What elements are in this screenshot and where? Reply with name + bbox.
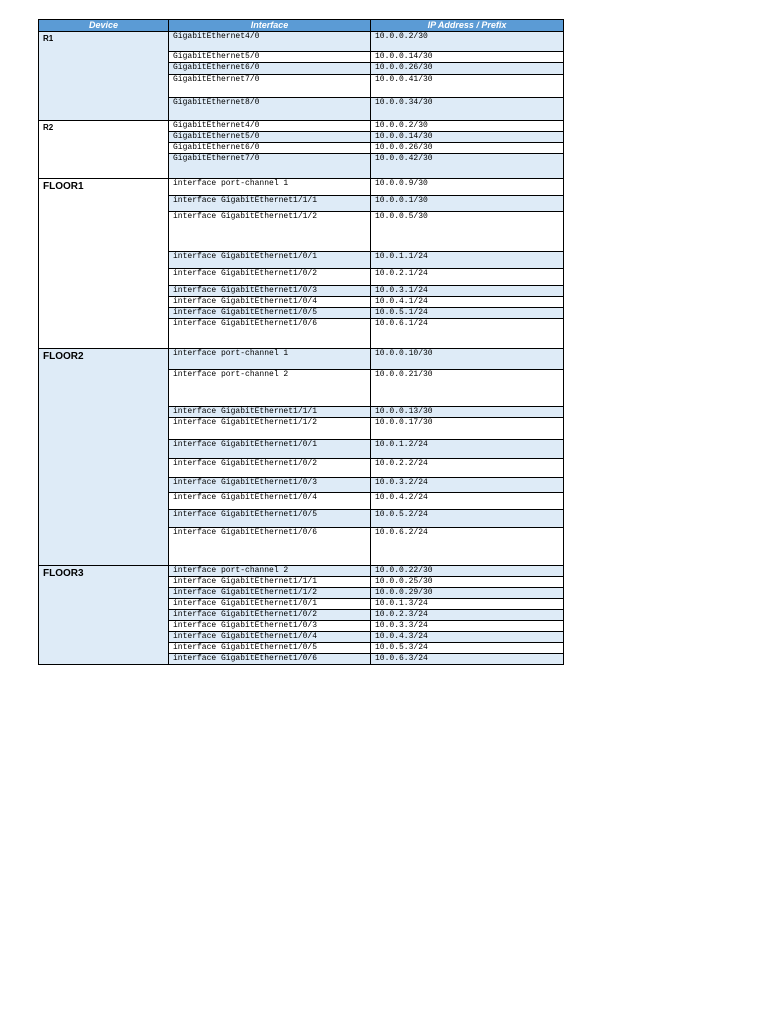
- interface-cell: interface GigabitEthernet1/0/4: [169, 297, 371, 308]
- interface-cell: GigabitEthernet5/0: [169, 52, 371, 63]
- interface-address-table: [38, 19, 564, 665]
- ip-address-cell: 10.0.4.2/24: [371, 493, 564, 510]
- interface-cell: interface GigabitEthernet1/0/3: [169, 621, 371, 632]
- interface-cell: interface GigabitEthernet1/1/2: [169, 212, 371, 252]
- ip-address-cell: 10.0.0.2/30: [371, 32, 564, 52]
- table-header-row: [39, 20, 564, 32]
- interface-cell: GigabitEthernet4/0: [169, 32, 371, 52]
- ip-address-cell: 10.0.0.34/30: [371, 98, 564, 121]
- ip-address-cell: 10.0.0.5/30: [371, 212, 564, 252]
- interface-cell: interface GigabitEthernet1/0/5: [169, 510, 371, 528]
- ip-address-cell: 10.0.2.2/24: [371, 459, 564, 478]
- interface-cell: interface GigabitEthernet1/0/4: [169, 632, 371, 643]
- interface-cell: GigabitEthernet5/0: [169, 132, 371, 143]
- ip-address-cell: 10.0.1.2/24: [371, 440, 564, 459]
- interface-cell: GigabitEthernet4/0: [169, 121, 371, 132]
- ip-address-cell: 10.0.0.41/30: [371, 75, 564, 98]
- device-name-cell: R1: [39, 32, 169, 121]
- interface-address-table-sheet: [38, 19, 563, 665]
- interface-cell: interface GigabitEthernet1/1/2: [169, 418, 371, 440]
- interface-cell: interface GigabitEthernet1/0/6: [169, 319, 371, 349]
- ip-address-cell: 10.0.6.2/24: [371, 528, 564, 566]
- interface-cell: interface GigabitEthernet1/0/2: [169, 459, 371, 478]
- interface-cell: interface port-channel 2: [169, 566, 371, 577]
- table-row: [39, 349, 564, 370]
- interface-cell: interface GigabitEthernet1/0/1: [169, 440, 371, 459]
- device-name-cell: FLOOR3: [39, 566, 169, 665]
- ip-address-cell: 10.0.0.26/30: [371, 63, 564, 75]
- interface-column-header: Interface: [169, 20, 371, 32]
- interface-cell: interface GigabitEthernet1/1/1: [169, 196, 371, 212]
- interface-cell: interface GigabitEthernet1/0/5: [169, 308, 371, 319]
- ip-address-cell: 10.0.6.3/24: [371, 654, 564, 665]
- interface-cell: interface GigabitEthernet1/0/6: [169, 654, 371, 665]
- interface-cell: interface GigabitEthernet1/0/1: [169, 599, 371, 610]
- ip-address-cell: 10.0.0.9/30: [371, 179, 564, 196]
- interface-cell: interface GigabitEthernet1/0/1: [169, 252, 371, 269]
- ip-address-cell: 10.0.4.1/24: [371, 297, 564, 308]
- interface-cell: interface GigabitEthernet1/1/1: [169, 577, 371, 588]
- ip-address-cell: 10.0.3.3/24: [371, 621, 564, 632]
- table-row: [39, 179, 564, 196]
- ip-address-cell: 10.0.2.3/24: [371, 610, 564, 621]
- interface-cell: interface port-channel 1: [169, 349, 371, 370]
- ip-address-cell: 10.0.0.17/30: [371, 418, 564, 440]
- interface-cell: interface GigabitEthernet1/0/2: [169, 269, 371, 286]
- interface-cell: interface GigabitEthernet1/0/2: [169, 610, 371, 621]
- ip-address-cell: 10.0.0.2/30: [371, 121, 564, 132]
- ip-address-cell: 10.0.0.29/30: [371, 588, 564, 599]
- interface-cell: interface GigabitEthernet1/0/3: [169, 478, 371, 493]
- ip-address-cell: 10.0.0.14/30: [371, 52, 564, 63]
- ip-address-cell: 10.0.1.3/24: [371, 599, 564, 610]
- table-row: [39, 32, 564, 52]
- interface-cell: interface GigabitEthernet1/0/6: [169, 528, 371, 566]
- ip-address-cell: 10.0.1.1/24: [371, 252, 564, 269]
- ip-address-cell: 10.0.3.1/24: [371, 286, 564, 297]
- device-name-cell: R2: [39, 121, 169, 179]
- table-body: [39, 32, 564, 665]
- interface-cell: interface GigabitEthernet1/1/2: [169, 588, 371, 599]
- ip-address-cell: 10.0.0.42/30: [371, 154, 564, 179]
- ip-address-cell: 10.0.0.10/30: [371, 349, 564, 370]
- ip-address-cell: 10.0.2.1/24: [371, 269, 564, 286]
- interface-cell: interface GigabitEthernet1/0/4: [169, 493, 371, 510]
- ip-address-cell: 10.0.5.2/24: [371, 510, 564, 528]
- interface-cell: interface GigabitEthernet1/0/5: [169, 643, 371, 654]
- ip-address-cell: 10.0.5.1/24: [371, 308, 564, 319]
- ip-address-cell: 10.0.3.2/24: [371, 478, 564, 493]
- ip-address-cell: 10.0.0.22/30: [371, 566, 564, 577]
- ip-address-cell: 10.0.6.1/24: [371, 319, 564, 349]
- interface-cell: interface port-channel 2: [169, 370, 371, 407]
- device-column-header: Device: [39, 20, 169, 32]
- ip-address-cell: 10.0.0.21/30: [371, 370, 564, 407]
- device-name-cell: FLOOR2: [39, 349, 169, 566]
- ip-address-cell: 10.0.5.3/24: [371, 643, 564, 654]
- interface-cell: GigabitEthernet8/0: [169, 98, 371, 121]
- ip-address-cell: 10.0.0.1/30: [371, 196, 564, 212]
- interface-cell: GigabitEthernet7/0: [169, 154, 371, 179]
- interface-cell: GigabitEthernet7/0: [169, 75, 371, 98]
- device-name-cell: FLOOR1: [39, 179, 169, 349]
- interface-cell: interface port-channel 1: [169, 179, 371, 196]
- ip-address-cell: 10.0.0.13/30: [371, 407, 564, 418]
- interface-cell: interface GigabitEthernet1/1/1: [169, 407, 371, 418]
- ip-address-cell: 10.0.0.25/30: [371, 577, 564, 588]
- ip-address-cell: 10.0.4.3/24: [371, 632, 564, 643]
- table-row: [39, 566, 564, 577]
- ip-column-header: IP Address / Prefix: [371, 20, 564, 32]
- interface-cell: GigabitEthernet6/0: [169, 143, 371, 154]
- ip-address-cell: 10.0.0.14/30: [371, 132, 564, 143]
- table-row: [39, 121, 564, 132]
- ip-address-cell: 10.0.0.26/30: [371, 143, 564, 154]
- interface-cell: interface GigabitEthernet1/0/3: [169, 286, 371, 297]
- interface-cell: GigabitEthernet6/0: [169, 63, 371, 75]
